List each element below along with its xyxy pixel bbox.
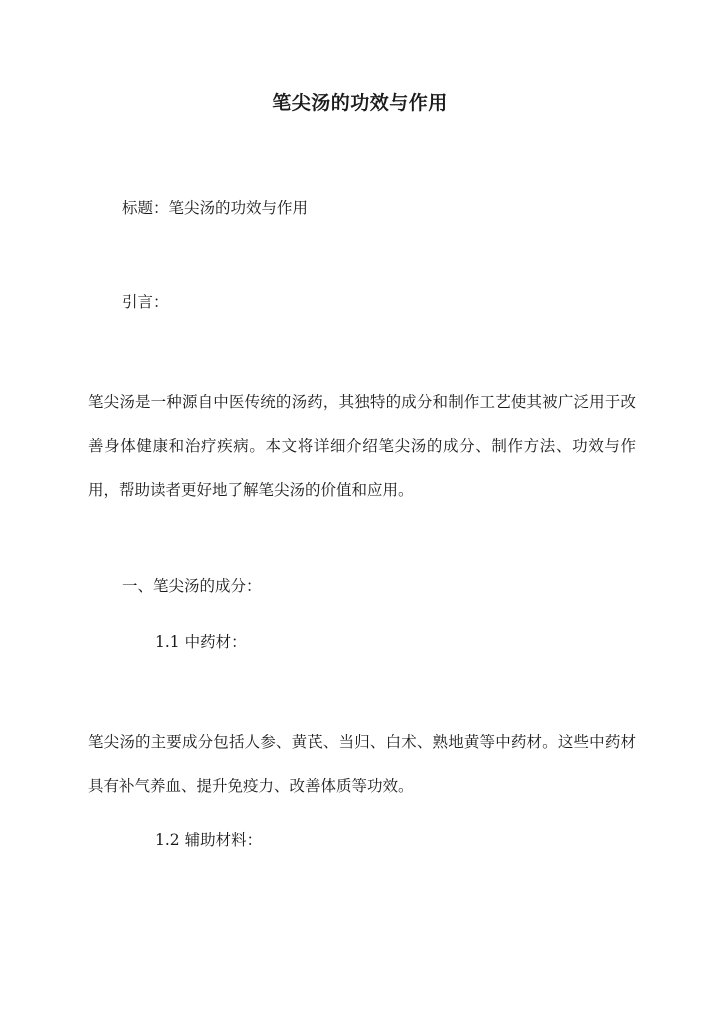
section1-heading: 一、笔尖汤的成分： (122, 577, 262, 595)
subtitle-line: 标题：笔尖汤的功效与作用 (122, 199, 309, 217)
intro-paragraph: 笔尖汤是一种源自中医传统的汤药，其独特的成分和制作工艺使其被广泛用于改善身体健康和治疗疾病。本文将详细介绍笔尖汤的成分、制作方法、功效与作用，帮助读者更好地了解笔尖汤的价值和应用。 (88, 393, 636, 499)
document-title: 笔尖汤的功效与作用 (272, 92, 448, 114)
subsection-1-1-paragraph: 笔尖汤的主要成分包括人参、黄芪、当归、白术、熟地黄等中药材。这些中药材具有补气养血、提升免疫力、改善体质等功效。 (88, 733, 636, 795)
intro-heading: 引言： (122, 293, 169, 311)
subsection-1-2-heading: 1.2 辅助材料： (155, 831, 263, 849)
subsection-1-1-heading: 1.1 中药材： (155, 633, 247, 651)
